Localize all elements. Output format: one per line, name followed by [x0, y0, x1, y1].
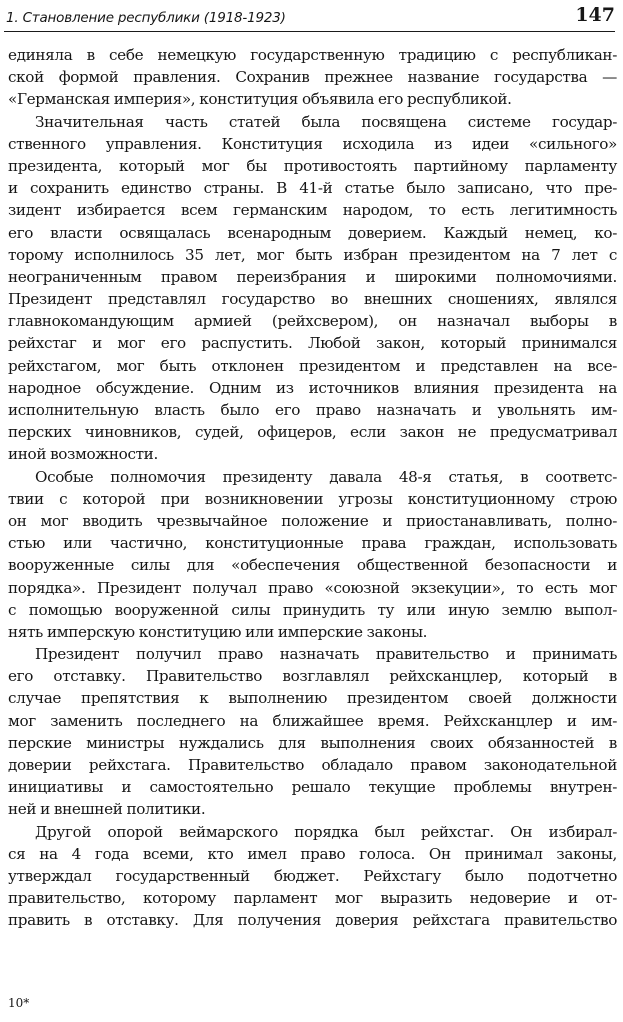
text-line: твии с которой при возникновении угрозы конституционному строю	[8, 489, 617, 508]
text-line: ственного управления. Конституция исходила из идеи «сильного»	[8, 134, 617, 153]
text-line: он мог вводить чрезвычайное положение и приостанавливать, полно-	[8, 511, 617, 530]
text-line: его отставку. Правительство возглавлял рейхсканцлер, который в	[8, 667, 617, 686]
text-line: случае препятствия к выполнению президентом своей должности	[8, 689, 617, 708]
paragraph	[8, 44, 617, 111]
text-line: перских чиновников, судей, офицеров, если закон не предусматривал	[8, 423, 617, 442]
text-line: иной возможности.	[8, 445, 158, 464]
text-line: единяла в себе немецкую государственную традицию с республикан-	[8, 46, 617, 64]
text-line: ней и внешней политики.	[8, 800, 206, 819]
body-text	[8, 44, 617, 932]
text-line: «Германская империя», конституция объявила его республикой.	[8, 90, 512, 109]
text-line: мог заменить последнего на ближайшее время. Рейхсканцлер и им-	[8, 711, 617, 730]
text-line: главнокомандующим армией (рейхсвером), он назначал выборы в	[8, 312, 617, 331]
text-line: Другой опорой веймарского порядка был рейхстаг. Он избирал-	[35, 822, 617, 841]
text-line: порядка». Президент получал право «союзной экзекуции», то есть мог	[8, 578, 617, 597]
text-line: Особые полномочия президенту давала 48-я статья, в соответс-	[35, 467, 617, 486]
paragraph	[8, 643, 617, 821]
text-line: неограниченным правом переизбрания и широкими полномочиями.	[8, 267, 617, 286]
text-line: править в отставку. Для получения доверия рейхстага правительство	[8, 911, 617, 930]
paragraph	[8, 821, 617, 932]
text-line: правительство, которому парламент мог выразить недоверие и от-	[8, 889, 617, 908]
text-line: инициативы и самостоятельно решало текущие проблемы внутрен-	[8, 778, 617, 797]
text-line: утверждал государственный бюджет. Рейхстагу было подотчетно	[8, 866, 617, 885]
text-line: президента, который мог бы противостоять партийному парламенту	[8, 156, 617, 175]
text-line: Значительная часть статей была посвящена системе государ-	[35, 112, 617, 131]
text-line: с помощью вооруженной силы принудить ту или иную землю выпол-	[8, 600, 617, 619]
signature-mark: 10*	[8, 996, 30, 1010]
header-rule	[4, 31, 615, 32]
text-line: Президент получил право назначать правительство и принимать	[35, 645, 617, 664]
running-title: 1. Становление республики (1918-1923)	[6, 10, 286, 26]
text-line: перские министры нуждались для выполнения своих обязанностей в	[8, 733, 617, 752]
text-line: рейхстаг и мог его распустить. Любой закон, который принимался	[8, 334, 617, 353]
text-line: исполнительную власть было его право назначать и увольнять им-	[8, 401, 617, 419]
text-line: его власти освящалась всенародным доверием. Каждый немец, ко-	[8, 223, 617, 242]
paragraph	[8, 466, 617, 644]
text-line: нять имперскую конституцию или имперские законы.	[8, 622, 428, 641]
text-line: Президент представлял государство во внешних сношениях, являлся	[8, 290, 617, 309]
text-line: зидент избирается всем германским народом, то есть легитимность	[8, 201, 617, 220]
text-line: рейхстагом, мог быть отклонен президентом и представлен на все-	[8, 356, 617, 375]
text-line: доверии рейхстага. Правительство обладало правом законодательной	[8, 756, 617, 774]
text-line: ся на 4 года всеми, кто имел право голоса. Он принимал законы,	[8, 844, 617, 863]
paragraph	[8, 111, 617, 466]
text-line: ской формой правления. Сохранив прежнее название государства —	[8, 68, 617, 87]
page-number: 147	[575, 4, 615, 26]
text-line: и сохранить единство страны. В 41-й статье было записано, что пре-	[8, 179, 617, 198]
text-line: народное обсуждение. Одним из источников влияния президента на	[8, 378, 617, 397]
text-line: торому исполнилось 35 лет, мог быть избран президентом на 7 лет с	[8, 245, 617, 264]
text-line: вооруженные силы для «обеспечения общественной безопасности и	[8, 556, 617, 575]
page-header	[6, 4, 615, 30]
text-line: стью или частично, конституционные права граждан, использовать	[8, 534, 617, 553]
